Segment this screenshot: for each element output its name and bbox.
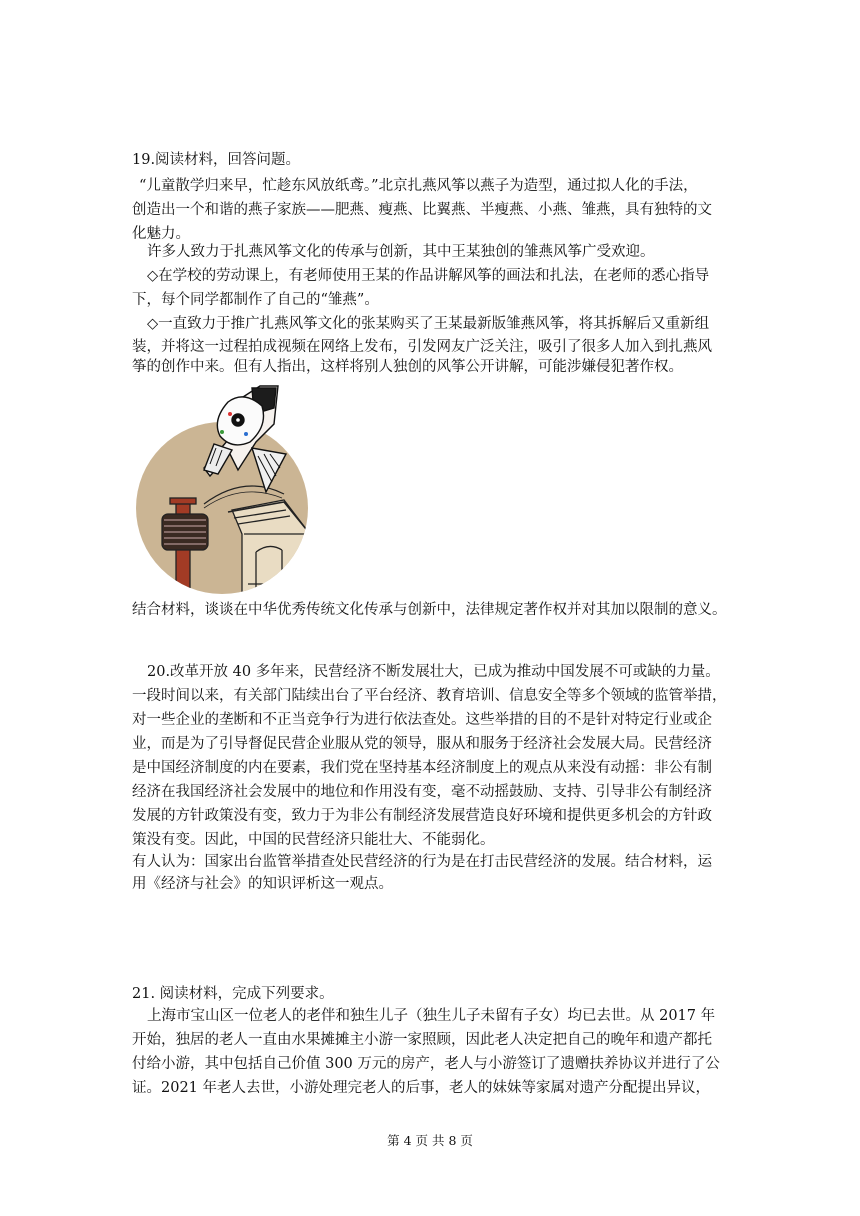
- q21-line: 证。2021 年老人去世，小游处理完老人的后事，老人的妹妹等家属对遗产分配提出异议，: [132, 1080, 711, 1096]
- q19-line: ◇一直致力于推广扎燕风筝文化的张某购买了王某最新版雏燕风筝，将其拆解后又重新组: [147, 316, 710, 332]
- q20-line: 一段时间以来，有关部门陆续出台了平台经济、教育培训、信息安全等多个领域的监管举措，: [132, 688, 727, 704]
- q19-line: 许多人致力于扎燕风筝文化的传承与创新，其中王某独创的雏燕风筝广受欢迎。: [147, 244, 655, 260]
- q19-line: 下，每个同学都制作了自己的“雏燕”。: [132, 292, 379, 308]
- q20-line: 业，而是为了引导督促民营企业服从党的领导，服从和服务于经济社会发展大局。民营经济: [132, 736, 712, 752]
- q19-line: 化魅力。: [132, 226, 190, 242]
- q21-heading: 21. 阅读材料，完成下列要求。: [132, 986, 334, 1002]
- q20-line: 发展的方针政策没有变，致力于为非公有制经济发展营造良好环境和提供更多机会的方针政: [132, 808, 712, 824]
- page-number: 第 4 页 共 8 页: [387, 1133, 473, 1148]
- q20-line: 经济在我国经济社会发展中的地位和作用没有变，毫不动摇鼓励、支持、引导非公有制经济: [132, 784, 712, 800]
- q20-line: 策没有变。因此，中国的民营经济只能壮大、不能弱化。: [132, 832, 495, 848]
- q19-line: ◇在学校的劳动课上，有老师使用王某的作品讲解风筝的画法和扎法，在老师的悉心指导: [147, 268, 710, 284]
- q20-line: 是中国经济制度的内在要素，我们党在坚持基本经济制度上的观点从来没有动摇：非公有制: [132, 760, 712, 776]
- q19-line: 创造出一个和谐的燕子家族——肥燕、瘦燕、比翼燕、半瘦燕、小燕、雏燕，具有独特的文: [132, 202, 712, 218]
- q21-line: 开始，独居的老人一直由水果摊摊主小游一家照顾，因此老人决定把自己的晚年和遗产都托: [132, 1032, 712, 1048]
- q20-prompt: 有人认为：国家出台监管举措查处民营经济的行为是在打击民营经济的发展。结合材料，运: [132, 854, 712, 870]
- q19-prompt: 结合材料，谈谈在中华优秀传统文化传承与创新中，法律规定著作权并对其加以限制的意义。: [132, 602, 727, 618]
- q20-line: 对一些企业的垄断和不正当竞争行为进行依法查处。这些举措的目的不是针对特定行业或企: [132, 712, 712, 728]
- q20-prompt: 用《经济与社会》的知识评析这一观点。: [132, 876, 393, 892]
- q19-line: 筝的创作中来。但有人指出，这样将别人独创的风筝公开讲解，可能涉嫌侵犯著作权。: [132, 359, 683, 375]
- q21-line: 上海市宝山区一位老人的老伴和独生儿子（独生儿子未留有子女）均已去世。从 2017 年: [147, 1008, 716, 1024]
- q19-heading: 19.阅读材料，回答问题。: [132, 152, 301, 168]
- q21-line: 付给小游，其中包括自己价值 300 万元的房产，老人与小游签订了遗赠扶养协议并进行了公: [132, 1056, 720, 1072]
- q19-line: “儿童散学归来早，忙趁东风放纸鸢。”北京扎燕风筝以燕子为造型，通过拟人化的手法，: [139, 178, 698, 194]
- q20-heading: 20.改革开放 40 多年来，民营经济不断发展壮大，已成为推动中国发展不可或缺的力量。: [147, 664, 720, 680]
- swallow-kite-illustration: [134, 384, 310, 600]
- q19-line: 装，并将这一过程拍成视频在网络上发布，引发网友广泛关注，吸引了很多人加入到扎燕风: [132, 339, 712, 355]
